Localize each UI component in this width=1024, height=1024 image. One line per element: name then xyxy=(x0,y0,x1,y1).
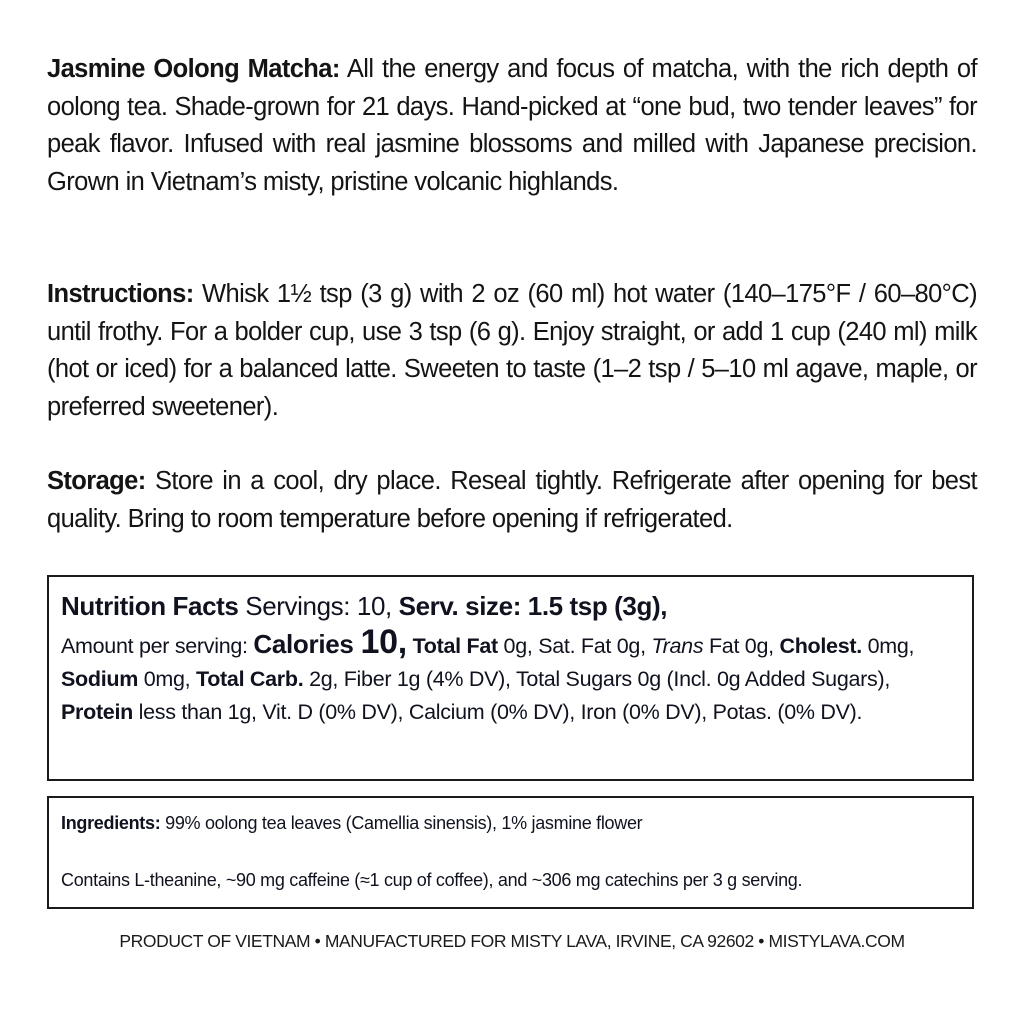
instructions-text: Whisk 1½ tsp (3 g) with 2 oz (60 ml) hot water (140–175°F / 60–80°C) until frothy. For a bolder cup, use 3 tsp (6 g). Enjoy straight, or add 1 cup (240 ml) milk (hot or iced) for a balanced latte. Sweeten to taste (1–2 tsp / 5–10 ml agave, maple, or preferred sweetener). xyxy=(47,280,977,421)
servings: Servings: 10, xyxy=(238,591,399,621)
total-carb-value: 2g, Fiber 1g (4% DV), Total Sugars 0g (Incl. 0g Added Sugars), xyxy=(303,667,890,691)
instructions-section xyxy=(47,276,977,426)
product-description xyxy=(47,51,977,201)
cholesterol-value: 0mg, xyxy=(861,634,915,658)
instructions-label: Instructions: xyxy=(47,280,194,308)
serving-size: Serv. size: 1.5 tsp (3g), xyxy=(398,591,668,621)
protein-label: Protein xyxy=(61,700,133,724)
protein-value: less than 1g, Vit. D (0% DV), Calcium (0% DV), Iron (0% DV), Potas. (0% DV). xyxy=(132,700,863,724)
storage-text: Store in a cool, dry place. Reseal tightly. Refrigerate after opening for best quality. Bring to room temperature before opening if refrigerated. xyxy=(47,467,977,533)
footer-manufacturer-info: PRODUCT OF VIETNAM • MANUFACTURED FOR MISTY LAVA, IRVINE, CA 92602 • MISTYLAVA.COM xyxy=(119,931,905,951)
nutrition-body xyxy=(61,623,960,729)
amount-per-serving: Amount per serving: xyxy=(61,634,254,658)
total-fat-value: 0g, Sat. Fat 0g, xyxy=(497,634,652,658)
calories-value: 10, xyxy=(360,623,407,661)
ingredients-label: Ingredients: xyxy=(61,813,161,833)
ingredients-line xyxy=(61,812,960,834)
ingredients-text: 99% oolong tea leaves (Camellia sinensis), 1% jasmine flower xyxy=(160,813,643,833)
trans-label: Trans xyxy=(651,634,704,658)
nutrition-header xyxy=(61,589,960,623)
storage-section xyxy=(47,463,977,538)
total-fat-label: Total Fat xyxy=(406,634,498,658)
contains-line: Contains L-theanine, ~90 mg caffeine (≈1 cup of coffee), and ~306 mg catechins per 3 g serving. xyxy=(61,870,803,890)
nutrition-title: Nutrition Facts xyxy=(61,591,239,621)
trans-value: Fat 0g, xyxy=(703,634,780,658)
nutrition-facts-box xyxy=(47,575,974,781)
ingredients-box xyxy=(47,796,974,909)
product-name-label: Jasmine Oolong Matcha: xyxy=(47,55,340,83)
calories-label: Calories xyxy=(253,629,361,659)
sodium-value: 0mg, xyxy=(138,667,196,691)
total-carb-label: Total Carb. xyxy=(195,667,304,691)
cholesterol-label: Cholest. xyxy=(779,634,862,658)
sodium-label: Sodium xyxy=(61,667,139,691)
description-text: All the energy and focus of matcha, with the rich depth of oolong tea. Shade-grown for 21 days. Hand-picked at “one bud, two tender leaves” for peak flavor. Infused with real jasmine blossoms and milled with Japanese precision. Grown in Vietnam’s misty, pristine volcanic highlands. xyxy=(47,55,977,196)
storage-label: Storage: xyxy=(47,467,146,495)
